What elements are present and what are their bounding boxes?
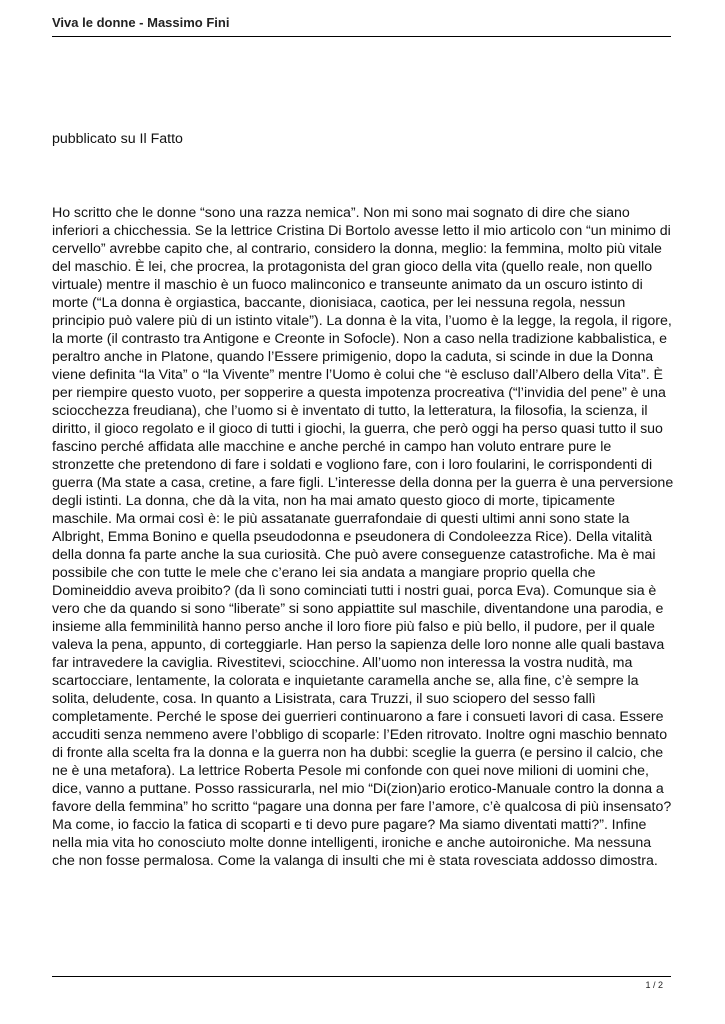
page-header bbox=[52, 14, 671, 37]
page-number: 1 / 2 bbox=[645, 980, 663, 990]
publication-note: pubblicato su Il Fatto bbox=[52, 131, 183, 147]
footer-divider bbox=[52, 976, 671, 977]
document-title: Viva le donne - Massimo Fini bbox=[52, 15, 230, 30]
article-body: Ho scritto che le donne “sono una razza nemica”. Non mi sono mai sognato di dire che siano inferiori a chicchessia. Se la lettrice Cristina Di Bortolo avesse letto il mio articolo con “un minimo di cervello” avrebbe capito che, al contrario, considero la donna, meglio: la femmina, molto più vitale del maschio. È lei, che procrea, la protagonista del gran gioco della vita (quello reale, non quello virtuale) mentre il maschio è un fuoco malinconico e transeunte animato da un oscuro istinto di morte (“La donna è orgiastica, baccante, dionisiaca, caotica, per lei nessuna regola, nessun principio può valere più di un istinto vitale”). La donna è la vita, l’uomo è la legge, la regola, il rigore, la morte (il contrasto tra Antigone e Creonte in Sofocle). Non a caso nella tradizione kabbalistica, e peraltro anche in Platone, quando l’Essere primigenio, dopo la caduta, si scinde in due la Donna viene definita “la Vita” o “la Vivente” mentre l’Uomo è colui che “è escluso dall’Albero della Vita”. È per riempire questo vuoto, per sopperire a questa impotenza procreativa (“l’invidia del pene” è una sciocchezza freudiana), che l’uomo si è inventato di tutto, la letteratura, la filosofia, la scienza, il diritto, il gioco regolato e il gioco di tutti i giochi, la guerra, che però oggi ha perso quasi tutto il suo fascino perché affidata alle macchine e anche perché in campo han voluto entrare pure le stronzette che pretendono di fare i soldati e vogliono fare, con i loro foularini, le corrispondenti di guerra (Ma state a casa, cretine, a fare figli. L’interesse della donna per la guerra è una perversione degli istinti. La donna, che dà la vita, non ha mai amato questo gioco di morte, tipicamente maschile. Ma ormai così è: le più assatanate guerrafondaie di questi ultimi anni sono state la Albright, Emma Bonino e quella pseudodonna e pseudonera di Condoleezza Rice). Della vitalità della donna fa parte anche la sua curiosità. Che può avere conseguenze catastrofiche. Ma è mai possibile che con tutte le mele che c’erano lei sia andata a mangiare proprio quella che Domineiddio aveva proibito? (da lì sono cominciati tutti i nostri guai, porca Eva). Comunque sia è vero che da quando si sono “liberate” si sono appiattite sul maschile, diventandone una parodia, e insieme alla femminilità hanno perso anche il loro fiore più falso e più bello, il pudore, per il quale valeva la pena, appunto, di corteggiarle. Han perso la sapienza delle loro nonne alle quali bastava far intravedere la caviglia. Rivestitevi, sciocchine. All’uomo non interessa la vostra nudità, ma scartocciare, lentamente, la colorata e inquietante caramella anche se, alla fine, c’è sempre la solita, deludente, cosa. In quanto a Lisistrata, cara Truzzi, il suo sciopero del sesso fallì completamente. Perché le spose dei guerrieri continuarono a fare i consueti lavori di casa. Essere accuditi senza nemmeno avere l’obbligo di scoparle: l’Eden ritrovato. Inoltre ogni maschio bennato di fronte alla scelta fra la donna e la guerra non ha dubbi: sceglie la guerra (e persino il calcio, che ne è una metafora). La lettrice Roberta Pesole mi confonde con quei nove milioni di uomini che, dice, vanno a puttane. Posso rassicurarla, nel mio “Di(zion)ario erotico-Manuale contro la donna a favore della femmina” ho scritto “pagare una donna per fare l’amore, c’è qualcosa di più insensato? Ma come, io faccio la fatica di scoparti e ti devo pure pagare? Ma siamo diventati matti?”. Infine nella mia vita ho conosciuto molte donne intelligenti, ironiche e anche autoironiche. Ma nessuna che non fosse permalosa. Come la valanga di insulti che mi è stata rovesciata addosso dimostra. bbox=[52, 205, 674, 869]
